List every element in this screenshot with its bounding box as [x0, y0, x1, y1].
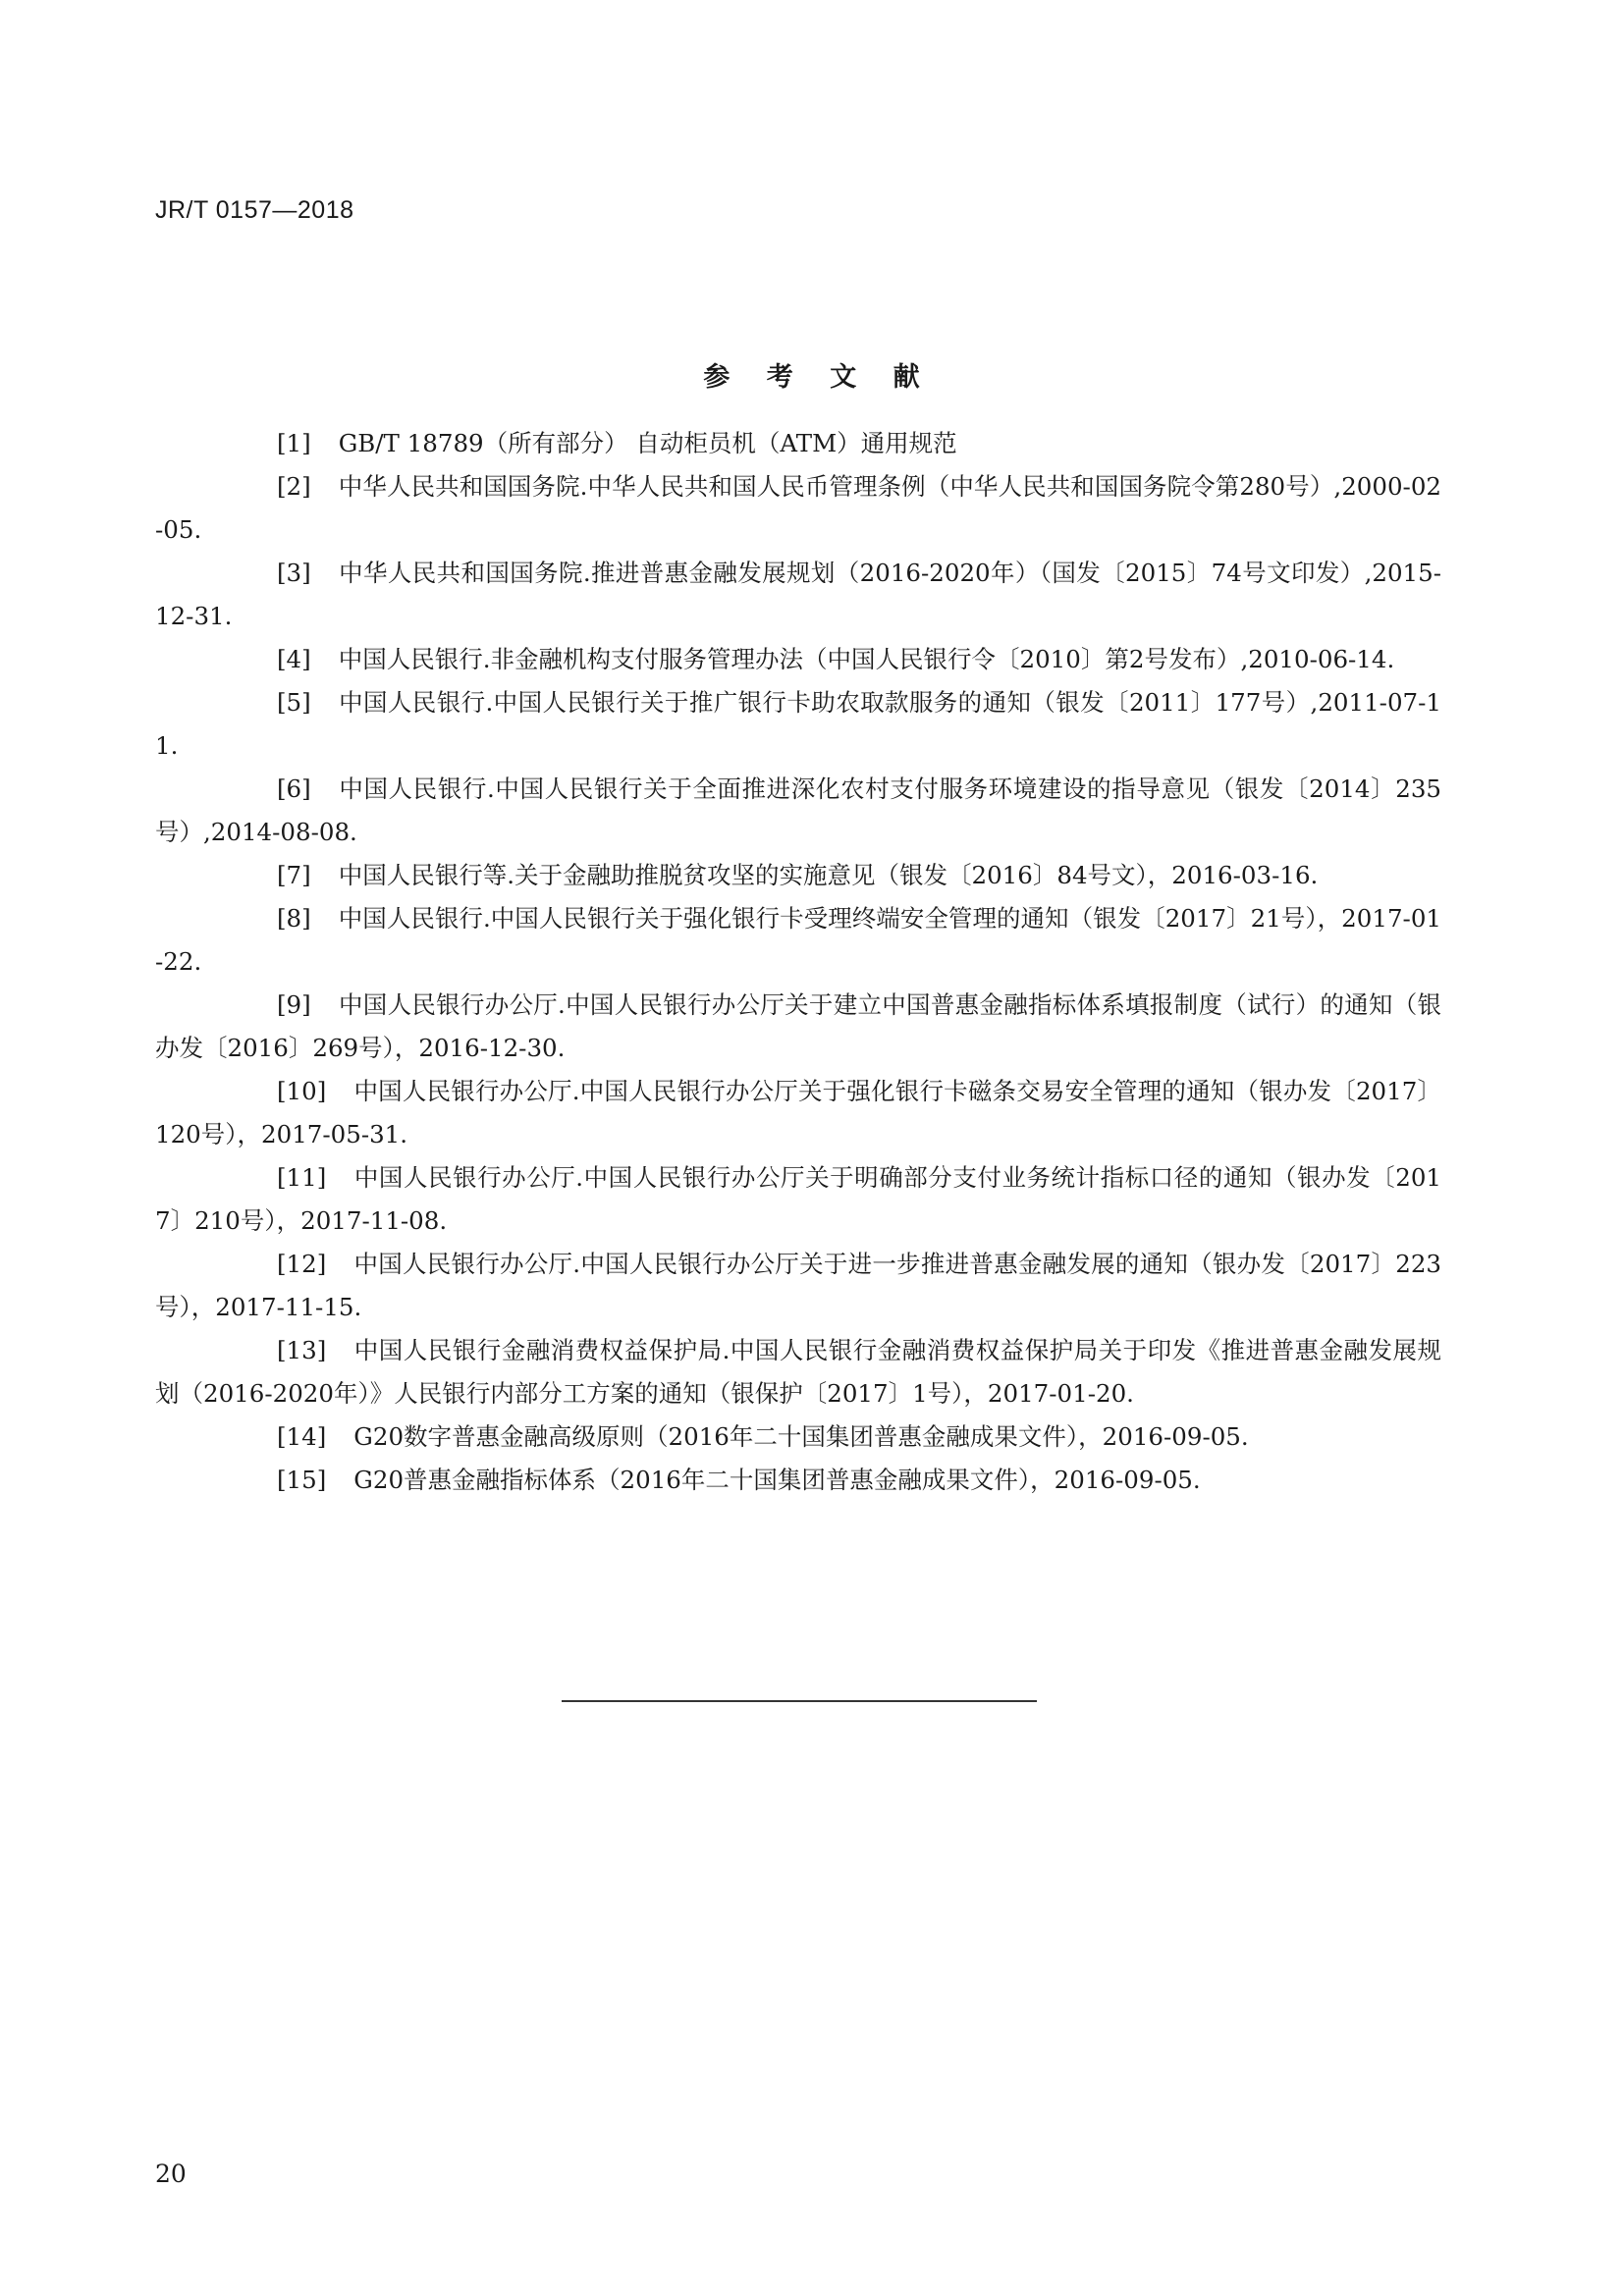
- reference-number: [5]: [277, 688, 311, 717]
- reference-number: [2]: [277, 472, 311, 501]
- page-number: 20: [155, 2160, 187, 2188]
- reference-item: [155, 1329, 1441, 1415]
- reference-text: 中国人民银行金融消费权益保护局.中国人民银行金融消费权益保护局关于印发《推进普惠金融发展规划（2016-2020年）》人民银行内部分工方案的通知（银保护〔2017〕1号），2017-01-20.: [155, 1336, 1441, 1408]
- reference-item: [155, 465, 1441, 552]
- end-rule: [562, 1700, 1037, 1702]
- reference-number: [7]: [277, 861, 311, 889]
- reference-number: [1]: [277, 429, 311, 457]
- standard-code: JR/T 0157—2018: [155, 196, 354, 224]
- reference-list: [155, 422, 1441, 1502]
- reference-number: [13]: [277, 1336, 327, 1364]
- reference-item: [155, 422, 1441, 465]
- reference-text: G20数字普惠金融高级原则（2016年二十国集团普惠金融成果文件），2016-09-05.: [353, 1422, 1249, 1451]
- reference-item: [155, 1459, 1441, 1502]
- reference-text: 中国人民银行.中国人民银行关于全面推进深化农村支付服务环境建设的指导意见（银发〔2014〕235号）,2014-08-08.: [155, 774, 1441, 846]
- reference-text: 中国人民银行办公厅.中国人民银行办公厅关于建立中国普惠金融指标体系填报制度（试行）的通知（银办发〔2016〕269号），2016-12-30.: [155, 990, 1441, 1062]
- section-title: 参 考 文 献: [703, 362, 934, 393]
- reference-text: 中国人民银行.中国人民银行关于推广银行卡助农取款服务的通知（银发〔2011〕177号）,2011-07-11.: [155, 688, 1441, 760]
- reference-number: [10]: [277, 1077, 327, 1105]
- reference-text: 中华人民共和国国务院.推进普惠金融发展规划（2016-2020年）（国发〔2015〕74号文印发）,2015-12-31.: [155, 559, 1441, 630]
- reference-number: [8]: [277, 904, 311, 933]
- reference-text: 中国人民银行办公厅.中国人民银行办公厅关于强化银行卡磁条交易安全管理的通知（银办发〔2017〕120号），2017-05-31.: [155, 1077, 1441, 1148]
- reference-item: [155, 1415, 1441, 1459]
- reference-item: [155, 638, 1441, 681]
- reference-item: [155, 1243, 1441, 1329]
- reference-item: [155, 1156, 1441, 1243]
- reference-number: [9]: [277, 990, 311, 1019]
- reference-item: [155, 768, 1441, 854]
- reference-number: [4]: [277, 645, 311, 673]
- reference-number: [14]: [277, 1422, 327, 1451]
- reference-text: G20普惠金融指标体系（2016年二十国集团普惠金融成果文件），2016-09-05.: [353, 1466, 1201, 1494]
- reference-text: 中国人民银行办公厅.中国人民银行办公厅关于明确部分支付业务统计指标口径的通知（银办发〔2017〕210号），2017-11-08.: [155, 1163, 1441, 1235]
- reference-text: 中国人民银行等.关于金融助推脱贫攻坚的实施意见（银发〔2016〕84号文），2016-03-16.: [338, 861, 1319, 889]
- reference-item: [155, 854, 1441, 897]
- reference-number: [15]: [277, 1466, 327, 1494]
- reference-item: [155, 897, 1441, 984]
- reference-number: [3]: [277, 559, 311, 587]
- reference-text: 中国人民银行.非金融机构支付服务管理办法（中国人民银行令〔2010〕第2号发布）,2010-06-14.: [338, 645, 1395, 673]
- reference-text: 中国人民银行办公厅.中国人民银行办公厅关于进一步推进普惠金融发展的通知（银办发〔2017〕223号），2017-11-15.: [155, 1250, 1441, 1321]
- reference-number: [6]: [277, 774, 311, 803]
- reference-item: [155, 1070, 1441, 1156]
- reference-item: [155, 984, 1441, 1070]
- reference-text: 中华人民共和国国务院.中华人民共和国人民币管理条例（中华人民共和国国务院令第280号）,2000-02-05.: [155, 472, 1441, 544]
- reference-item: [155, 681, 1441, 768]
- reference-text: GB/T 18789（所有部分） 自动柜员机（ATM）通用规范: [338, 429, 957, 457]
- reference-number: [11]: [277, 1163, 327, 1192]
- reference-text: 中国人民银行.中国人民银行关于强化银行卡受理终端安全管理的通知（银发〔2017〕21号），2017-01-22.: [155, 904, 1441, 976]
- reference-item: [155, 552, 1441, 638]
- reference-number: [12]: [277, 1250, 327, 1278]
